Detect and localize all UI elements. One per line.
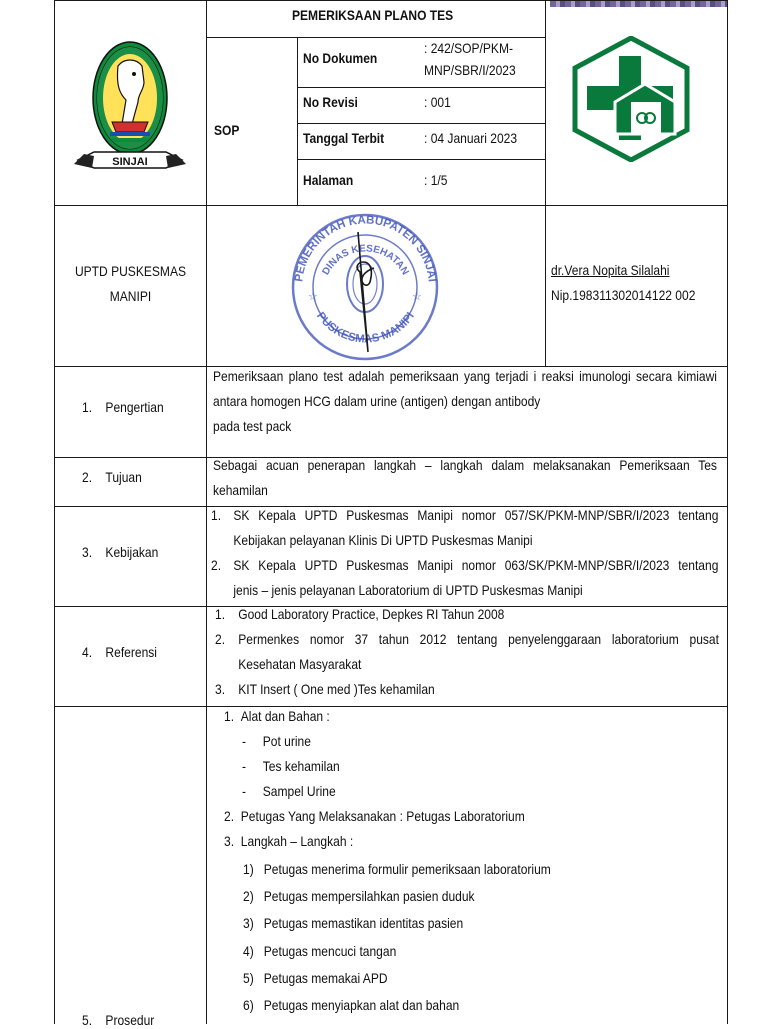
svg-text:☆: ☆ xyxy=(412,291,422,303)
header-row-divider-1 xyxy=(297,87,546,88)
langkah-item: 5) Petugas memakai APD xyxy=(243,970,388,986)
field-value-halaman: : 1/5 xyxy=(424,172,448,188)
field-value-no-dokumen: : 242/SOP/PKM- MNP/SBR/I/2023 xyxy=(424,40,516,78)
alat-item: - Sampel Urine xyxy=(242,783,336,799)
table-border-left xyxy=(54,0,55,1024)
signer-nip: Nip.198311302014122 002 xyxy=(551,287,696,303)
table-border-right xyxy=(727,0,728,1024)
prosedur-petugas: 2. Petugas Yang Melaksanakan : Petugas Laboratorium xyxy=(224,808,525,824)
referensi-list xyxy=(215,602,719,702)
header-row-divider-3 xyxy=(297,159,546,160)
field-value-tanggal-terbit: : 04 Januari 2023 xyxy=(424,130,518,146)
kebijakan-item: 1. SK Kepala UPTD Puskesmas Manipi nomor 057/SK/PKM-MNP/SBR/I/2023 tentang Kebijakan pelayanan Klinis Di UPTD Puskesmas Manipi xyxy=(211,507,719,548)
langkah-item: 4) Petugas mencuci tangan xyxy=(243,943,397,959)
regency-logo xyxy=(72,36,188,182)
official-stamp xyxy=(288,212,443,362)
table-border-top xyxy=(54,0,728,1)
referensi-item: 2. Permenkes nomor 37 tahun 2012 tentang penyelenggaraan laboratorium pusat Kesehatan Masyarakat xyxy=(215,631,719,672)
referensi-item: 1. Good Laboratory Practice, Depkes RI Tahun 2008 xyxy=(215,606,505,622)
section-label-tujuan: 2. Tujuan xyxy=(82,469,142,485)
field-label-no-dokumen: No Dokumen xyxy=(303,50,378,66)
svg-text:☆: ☆ xyxy=(308,291,318,303)
prosedur-alat-title: 1. Alat dan Bahan : xyxy=(224,708,330,724)
header-divider-left xyxy=(206,0,207,366)
header-field-divider xyxy=(297,37,298,205)
langkah-item: 6) Petugas menyiapkan alat dan bahan xyxy=(243,997,460,1013)
section-label-kebijakan: 3. Kebijakan xyxy=(82,544,159,560)
document-type-label: SOP xyxy=(214,122,240,138)
section-label-referensi: 4. Referensi xyxy=(82,644,157,660)
section-label-divider xyxy=(206,366,207,1024)
header-decoration-strip xyxy=(550,0,728,7)
header-row-divider-2 xyxy=(297,123,546,124)
referensi-item: 3. KIT Insert ( One med )Tes kehamilan xyxy=(215,681,435,697)
section-label-pengertian: 1. Pengertian xyxy=(82,399,164,415)
langkah-item: 1) Petugas menerima formulir pemeriksaan laboratorium xyxy=(243,861,551,877)
unit-name: UPTD PUSKESMAS MANIPI xyxy=(74,263,187,304)
row-divider-identity xyxy=(54,205,728,206)
langkah-item: 3) Petugas memastikan identitas pasien xyxy=(243,915,464,931)
alat-item: - Tes kehamilan xyxy=(242,758,340,774)
header-divider-right xyxy=(545,0,546,366)
signer-name: dr.Vera Nopita Silalahi xyxy=(551,262,670,278)
field-label-halaman: Halaman xyxy=(303,172,354,188)
field-label-no-revisi: No Revisi xyxy=(303,94,358,110)
prosedur-langkah-title: 3. Langkah – Langkah : xyxy=(224,833,354,849)
stamp-text-bottom: PUSKESMAS MANIPI xyxy=(314,310,417,346)
kebijakan-item: 2. SK Kepala UPTD Puskesmas Manipi nomor 063/SK/PKM-MNP/SBR/I/2023 tentang jenis – jenis pelayanan Laboratorium di UPTD Puskesmas Manipi xyxy=(211,557,719,598)
tujuan-content: Sebagai acuan penerapan langkah – langkah dalam melaksanakan Pemeriksaan Tes kehamilan xyxy=(213,457,717,498)
document-title: PEMERIKSAAN PLANO TES xyxy=(292,7,454,23)
field-value-no-revisi: : 001 xyxy=(424,94,451,110)
field-label-tanggal-terbit: Tanggal Terbit xyxy=(303,130,385,146)
kebijakan-list xyxy=(211,503,718,603)
stamp-text-top: PEMERINTAH KABUPATEN SINJAI xyxy=(293,214,438,283)
section-label-prosedur: 5. Prosedur xyxy=(82,1012,155,1028)
row-divider-prosedur xyxy=(54,706,728,707)
logo-ribbon-text: SINJAI xyxy=(112,156,148,168)
alat-item: - Pot urine xyxy=(242,733,311,749)
puskesmas-logo xyxy=(571,36,691,162)
stamp-text-inner: DINAS KESEHATAN xyxy=(320,243,411,277)
pengertian-content: Pemeriksaan plano test adalah pemeriksaan yang terjadi i reaksi imunologi secara kimiawi antara homogen HCG dalam urine (antigen) dengan antibody pada test pack xyxy=(213,368,717,434)
langkah-item: 2) Petugas mempersilahkan pasien duduk xyxy=(243,888,475,904)
